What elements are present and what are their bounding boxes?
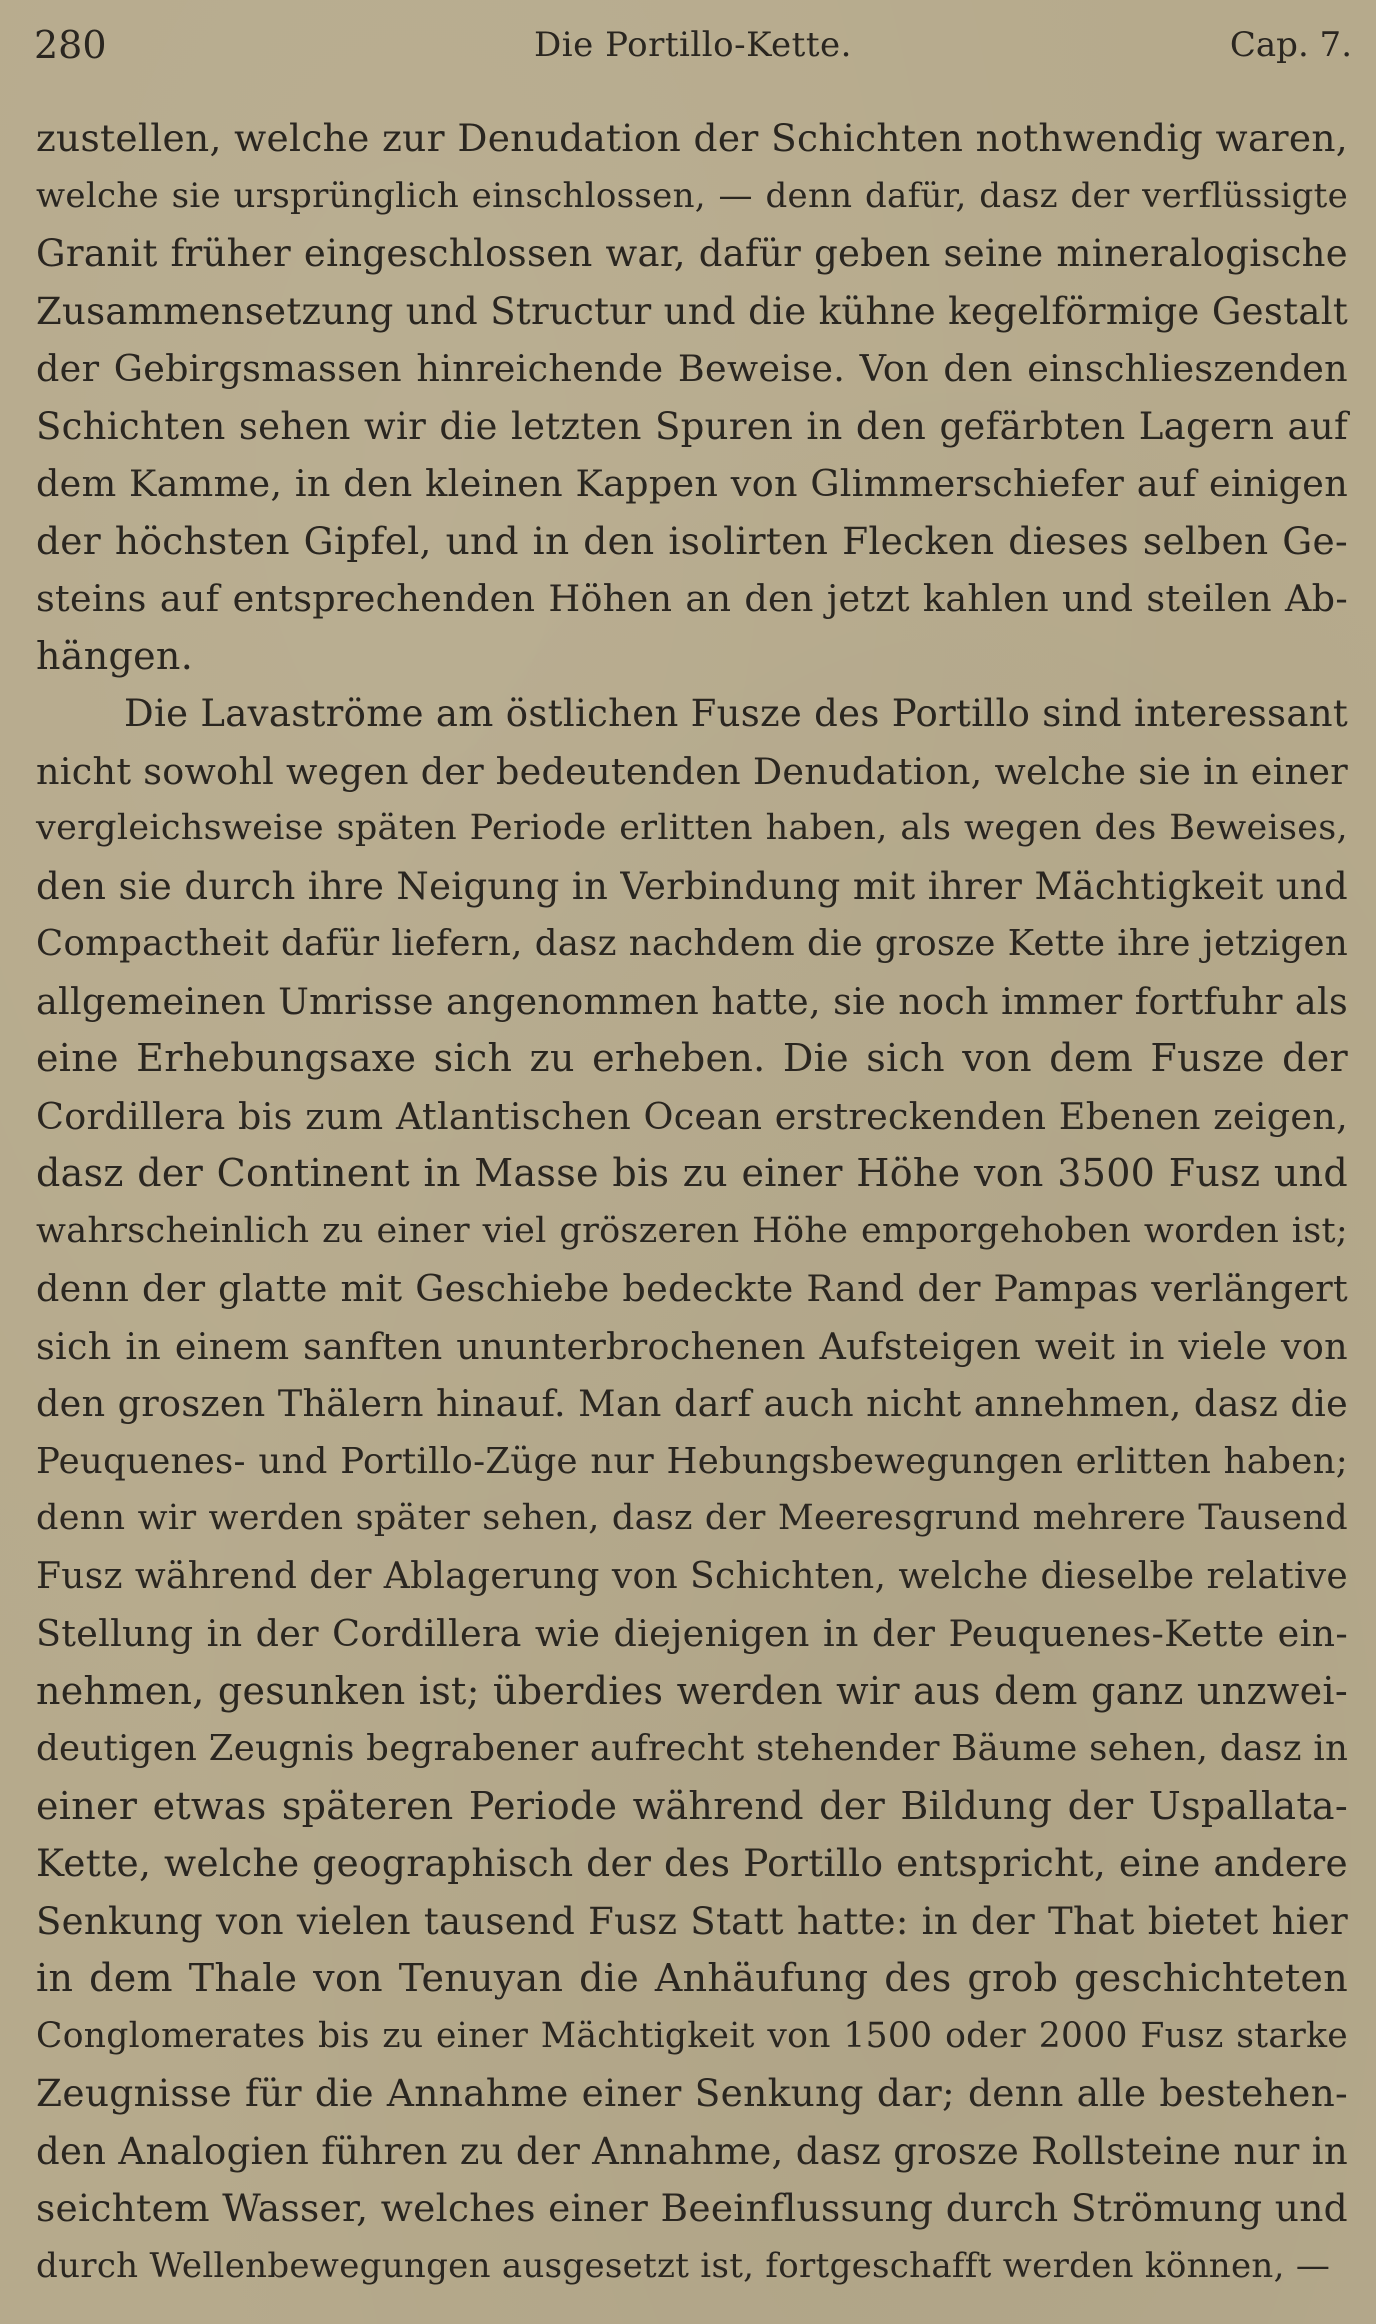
text-line: nicht sowohl wegen der bedeutenden Denudation, welche sie in einer xyxy=(36,749,1349,793)
page-header xyxy=(34,22,1352,68)
text-line: in dem Thale von Tenuyan die Anhäufung des grob geschichteten xyxy=(36,1956,1348,2000)
text-line: hängen. xyxy=(36,633,194,678)
text-line: den Analogien führen zu der Annahme, dasz grosze Rollsteine nur in xyxy=(36,2129,1348,2173)
text-line: Conglomerates bis zu einer Mächtigkeit von 1500 oder 2000 Fusz starke xyxy=(36,2015,1348,2056)
text-line: vergleichsweise späten Periode erlitten haben, als wegen des Beweises, xyxy=(36,808,1348,848)
text-line: zustellen, welche zur Denudation der Schichten nothwendig waren, xyxy=(36,116,1348,160)
text-line: wahrscheinlich zu einer viel gröszeren Höhe emporgehoben worden ist; xyxy=(36,1210,1348,1251)
text-line: durch Wellenbewegungen ausgesetzt ist, fortgeschafft werden können, — xyxy=(36,2245,1331,2286)
running-title: Die Portillo-Kette. xyxy=(534,25,852,65)
text-line: sich in einem sanften ununterbrochenen Aufsteigen weit in viele von xyxy=(36,1324,1348,1368)
text-line: allgemeinen Umrisse angenommen hatte, sie noch immer fortfuhr als xyxy=(36,979,1348,1023)
text-line: Peuquenes- und Portillo-Züge nur Hebungsbewegungen erlitten haben; xyxy=(36,1440,1348,1482)
page-number: 280 xyxy=(34,23,107,67)
text-line: deutigen Zeugnis begrabener aufrecht stehender Bäume sehen, dasz in xyxy=(36,1728,1349,1769)
text-line: Kette, welche geographisch der des Portillo entspricht, eine andere xyxy=(36,1841,1348,1885)
text-line: denn der glatte mit Geschiebe bedeckte Rand der Pampas verlängert xyxy=(36,1267,1348,1310)
text-line: eine Erhebungsaxe sich zu erheben. Die sich von dem Fusze der xyxy=(36,1036,1348,1080)
text-line: der Gebirgsmassen hinreichende Beweise. Von den einschlieszenden xyxy=(36,347,1348,390)
text-line: den groszen Thälern hinauf. Man darf auch nicht annehmen, dasz die xyxy=(36,1382,1348,1425)
text-line: der höchsten Gipfel, und in den isolirten Flecken dieses selben Ge- xyxy=(36,518,1348,563)
text-line: Stellung in der Cordillera wie diejenigen in der Peuquenes-Kette ein- xyxy=(36,1612,1348,1655)
text-line: Zusammensetzung und Structur und die kühne kegelförmige Gestalt xyxy=(36,289,1348,333)
text-line: den sie durch ihre Neigung in Verbindung mit ihrer Mächtigkeit und xyxy=(36,864,1348,908)
chapter-label: Cap. 7. xyxy=(1229,25,1352,65)
text-line: Fusz während der Ablagerung von Schichten, welche dieselbe relative xyxy=(36,1555,1348,1597)
text-line: Senkung von vielen tausend Fusz Statt hatte: in der That bietet hier xyxy=(36,1899,1348,1943)
text-line: dasz der Continent in Masse bis zu einer Höhe von 3500 Fusz und xyxy=(36,1151,1348,1195)
text-line: seichtem Wasser, welches einer Beeinflussung durch Strömung und xyxy=(36,2186,1348,2230)
text-line: steins auf entsprechenden Höhen an den jetzt kahlen und steilen Ab- xyxy=(36,577,1348,620)
text-line: Zeugnisse für die Annahme einer Senkung dar; denn alle bestehen- xyxy=(36,2071,1348,2115)
text-line: Schichten sehen wir die letzten Spuren in den gefärbten Lagern auf xyxy=(36,404,1348,448)
paragraph xyxy=(36,685,1348,2295)
text-line: Granit früher eingeschlossen war, dafür geben seine mineralogische xyxy=(36,232,1348,275)
text-line: Cordillera bis zum Atlantischen Ocean erstreckenden Ebenen zeigen, xyxy=(36,1094,1348,1138)
body-text xyxy=(36,110,1348,2295)
text-line: dem Kamme, in den kleinen Kappen von Glimmerschiefer auf einigen xyxy=(36,462,1348,505)
text-line: einer etwas späteren Periode während der Bildung der Uspallata- xyxy=(36,1783,1348,1828)
text-line: nehmen, gesunken ist; überdies werden wir aus dem ganz unzwei- xyxy=(36,1668,1348,1713)
text-line: Compactheit dafür liefern, dasz nachdem die grosze Kette ihre jetzigen xyxy=(36,923,1348,964)
text-line: welche sie ursprünglich einschlossen, — denn dafür, dasz der verflüssigte xyxy=(36,175,1348,216)
paragraph xyxy=(36,110,1348,685)
text-line: denn wir werden später sehen, dasz der Meeresgrund mehrere Tausend xyxy=(36,1498,1348,1538)
text-line: Die Lavaströme am östlichen Fusze des Portillo sind interessant xyxy=(124,692,1348,735)
